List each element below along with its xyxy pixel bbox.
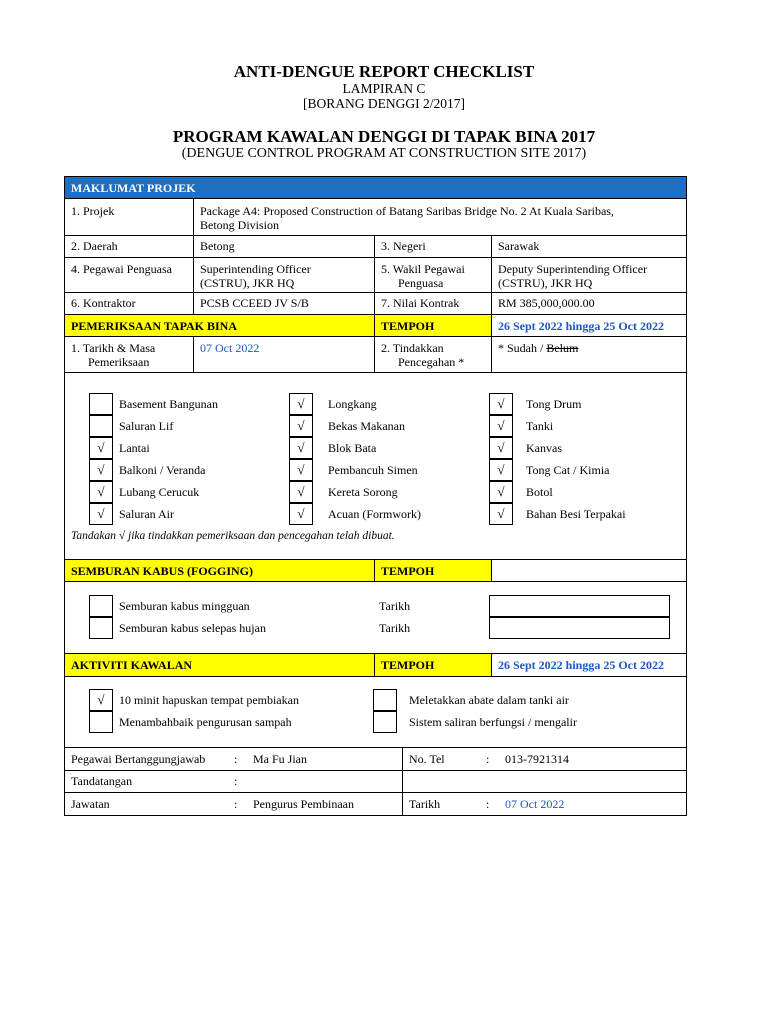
checklist-item-label: Balkoni / Veranda: [119, 463, 206, 477]
tarikh-pemeriksaan-label: 1. Tarikh & Masa Pemeriksaan: [65, 337, 193, 373]
aktiviti-checkbox[interactable]: [373, 711, 397, 733]
checkbox[interactable]: √: [489, 393, 513, 415]
checklist-form: MAKLUMAT PROJEK 1. Projek Package A4: Proposed Construction of Batang Saribas Bridge No. 2 At Kuala Saribas, Betong Division 2. Daerah Betong 3. Negeri Sarawak 4. Pegawai Penguasa Superintending Officer (CSTRU), JKR HQ 5. Wakil Pegawai Penguasa Deputy Superintending Officer (CSTRU), JKR HQ 6. Kontraktor PCSB CCEED JV S/B 7. Nilai Kontrak RM 385,000,000.00 PEMERIKSAAN TAPAK BINA TEMPOH 26 Sept 2022 hingga 25 Oct 2022 1. Tarikh & Masa Pemeriksaan 07 Oct 2022 2. Tindakkan Pencegahan * * Sudah / Belum Basement Bangunan Saluran Lif √ Lantai √ Balkoni / Veranda √ Lubang Cerucuk √ Saluran Air √ Longkang √ Bekas Makanan √ Blok Bata √ Pembancuh Simen √ Kereta Sorong √ Acuan (Formwork) √ Tong Drum √ Tanki √ Kanvas √ Tong Cat / Kimia √ Botol √ Bahan Besi Terpakai Tandakan √ jika tindakkan pemeriksaan dan pencegahan telah dibuat. SEMBURAN KABUS (FOGGING) TEMPOH Semburan kabus mingguan Tarikh Semburan kabus selepas hujan Tarikh AKTIVITI KAWALAN TEMPOH 26 Sept 2022 hingga 25 Oct 2022 √ 10 minit hapuskan tempat pembiakan Menambahbaik pengurusan sampah Meletakkan abate dalam tanki air Sistem saliran berfungsi / mengalir Pegawai Bertanggungjawab : Ma Fu Jian No. Tel : 013-7921314 Tandatangan : Jawatan : Pengurus Pembinaan Tarikh : 07 Oct 2022: [64, 176, 687, 816]
projek-value: Package A4: Proposed Construction of Batang Saribas Bridge No. 2 At Kuala Saribas, Betong Division: [193, 199, 686, 236]
tindakan-value: * Sudah / Belum: [491, 337, 686, 373]
checklist-item-label: Lubang Cerucuk: [119, 485, 200, 499]
checkbox[interactable]: √: [489, 437, 513, 459]
footer-tarikh-value: 07 Oct 2022: [505, 797, 565, 811]
fogging-tempoh-value: [491, 559, 686, 582]
checklist-item-label: Saluran Lif: [119, 419, 174, 433]
fogging-tarikh-label: Tarikh: [379, 599, 411, 613]
pegawai-value: Superintending Officer (CSTRU), JKR HQ: [193, 258, 374, 293]
checklist-item-label: Pembancuh Simen: [328, 463, 418, 477]
aktiviti-item-label: Meletakkan abate dalam tanki air: [409, 693, 569, 707]
nilai-value: RM 385,000,000.00: [491, 293, 686, 315]
checklist-item-label: Acuan (Formwork): [328, 507, 421, 521]
checklist-item-label: Longkang: [328, 397, 377, 411]
daerah-label: 2. Daerah: [65, 236, 193, 258]
checkbox[interactable]: √: [89, 459, 113, 481]
checkbox[interactable]: √: [489, 415, 513, 437]
checklist-item-label: Lantai: [119, 441, 150, 455]
wakil-value: Deputy Superintending Officer (CSTRU), JKR HQ: [491, 258, 686, 293]
checkbox[interactable]: √: [489, 459, 513, 481]
checkbox[interactable]: [89, 415, 113, 437]
checkbox[interactable]: √: [289, 393, 313, 415]
kontraktor-label: 6. Kontraktor: [65, 293, 193, 315]
checklist-item-label: Blok Bata: [328, 441, 377, 455]
checkbox[interactable]: √: [89, 481, 113, 503]
tindakan-label: 2. Tindakkan Pencegahan *: [374, 337, 491, 373]
pegawai-bertanggungjawab-value: Ma Fu Jian: [253, 752, 307, 766]
tel-label: No. Tel: [409, 752, 445, 766]
checklist-item-label: Bahan Besi Terpakai: [526, 507, 626, 521]
fogging-checkbox[interactable]: [89, 617, 113, 639]
checkbox[interactable]: √: [289, 481, 313, 503]
borang-label: [BORANG DENGGI 2/2017]: [303, 96, 465, 111]
checklist-item-label: Kereta Sorong: [328, 485, 398, 499]
checklist-item-label: Tong Drum: [526, 397, 582, 411]
checklist-note: Tandakan √ jika tindakkan pemeriksaan dan pencegahan telah dibuat.: [71, 530, 395, 542]
program-subtitle: (DENGUE CONTROL PROGRAM AT CONSTRUCTION SITE 2017): [181, 146, 587, 161]
nilai-label: 7. Nilai Kontrak: [374, 293, 491, 315]
negeri-value: Sarawak: [491, 236, 686, 258]
maklumat-heading: MAKLUMAT PROJEK: [65, 177, 686, 199]
aktiviti-item-label: Sistem saliran berfungsi / mengalir: [409, 715, 577, 729]
checkbox[interactable]: √: [489, 503, 513, 525]
aktiviti-checkbox[interactable]: [89, 711, 113, 733]
checklist-item-label: Tanki: [526, 419, 554, 433]
tarikh-pemeriksaan-value: 07 Oct 2022: [193, 337, 374, 373]
program-title: PROGRAM KAWALAN DENGGI DI TAPAK BINA 2017: [172, 127, 596, 146]
checkbox[interactable]: √: [289, 503, 313, 525]
projek-label: 1. Projek: [65, 199, 193, 236]
pemeriksaan-tempoh-value: 26 Sept 2022 hingga 25 Oct 2022: [491, 315, 686, 337]
aktiviti-item-label: Menambahbaik pengurusan sampah: [119, 715, 292, 729]
fogging-tarikh-field[interactable]: [489, 595, 670, 617]
kontraktor-value: PCSB CCEED JV S/B: [193, 293, 374, 315]
pemeriksaan-tempoh-label: TEMPOH: [374, 315, 491, 337]
checkbox[interactable]: √: [89, 437, 113, 459]
footer-tarikh-label: Tarikh: [409, 797, 441, 811]
report-title: ANTI-DENGUE REPORT CHECKLIST: [233, 62, 535, 81]
checklist-item-label: Tong Cat / Kimia: [526, 463, 610, 477]
aktiviti-checkbox[interactable]: [373, 689, 397, 711]
checklist-item-label: Kanvas: [526, 441, 562, 455]
fogging-heading: SEMBURAN KABUS (FOGGING): [65, 559, 374, 582]
fogging-checkbox[interactable]: [89, 595, 113, 617]
fogging-tarikh-label: Tarikh: [379, 621, 411, 635]
checklist-item-label: Saluran Air: [119, 507, 174, 521]
daerah-value: Betong: [193, 236, 374, 258]
checkbox[interactable]: [89, 393, 113, 415]
checklist-item-label: Basement Bangunan: [119, 397, 218, 411]
checkbox[interactable]: √: [489, 481, 513, 503]
fogging-item-label: Semburan kabus mingguan: [119, 599, 250, 613]
tel-value: 013-7921314: [505, 752, 569, 766]
negeri-label: 3. Negeri: [374, 236, 491, 258]
pemeriksaan-heading: PEMERIKSAAN TAPAK BINA: [65, 315, 374, 337]
wakil-label: 5. Wakil Pegawai Penguasa: [374, 258, 491, 293]
checklist-item-label: Bekas Makanan: [328, 419, 405, 433]
aktiviti-tempoh-value: 26 Sept 2022 hingga 25 Oct 2022: [491, 653, 686, 677]
aktiviti-item-label: 10 minit hapuskan tempat pembiakan: [119, 693, 299, 707]
pegawai-bertanggungjawab-label: Pegawai Bertanggungjawab: [71, 752, 206, 766]
aktiviti-heading: AKTIVITI KAWALAN: [65, 653, 374, 677]
jawatan-value: Pengurus Pembinaan: [253, 797, 354, 811]
lampiran-label: LAMPIRAN C: [342, 81, 426, 96]
aktiviti-tempoh-label: TEMPOH: [374, 653, 491, 677]
checklist-item-label: Botol: [526, 485, 553, 499]
fogging-tempoh-label: TEMPOH: [374, 559, 491, 582]
pegawai-label: 4. Pegawai Penguasa: [65, 258, 193, 293]
aktiviti-checkbox[interactable]: √: [89, 689, 113, 711]
checkbox[interactable]: √: [289, 459, 313, 481]
jawatan-label: Jawatan: [71, 797, 110, 811]
fogging-tarikh-field[interactable]: [489, 617, 670, 639]
tandatangan-label: Tandatangan: [71, 774, 133, 788]
checkbox[interactable]: √: [89, 503, 113, 525]
checkbox[interactable]: √: [289, 415, 313, 437]
fogging-item-label: Semburan kabus selepas hujan: [119, 621, 266, 635]
checkbox[interactable]: √: [289, 437, 313, 459]
